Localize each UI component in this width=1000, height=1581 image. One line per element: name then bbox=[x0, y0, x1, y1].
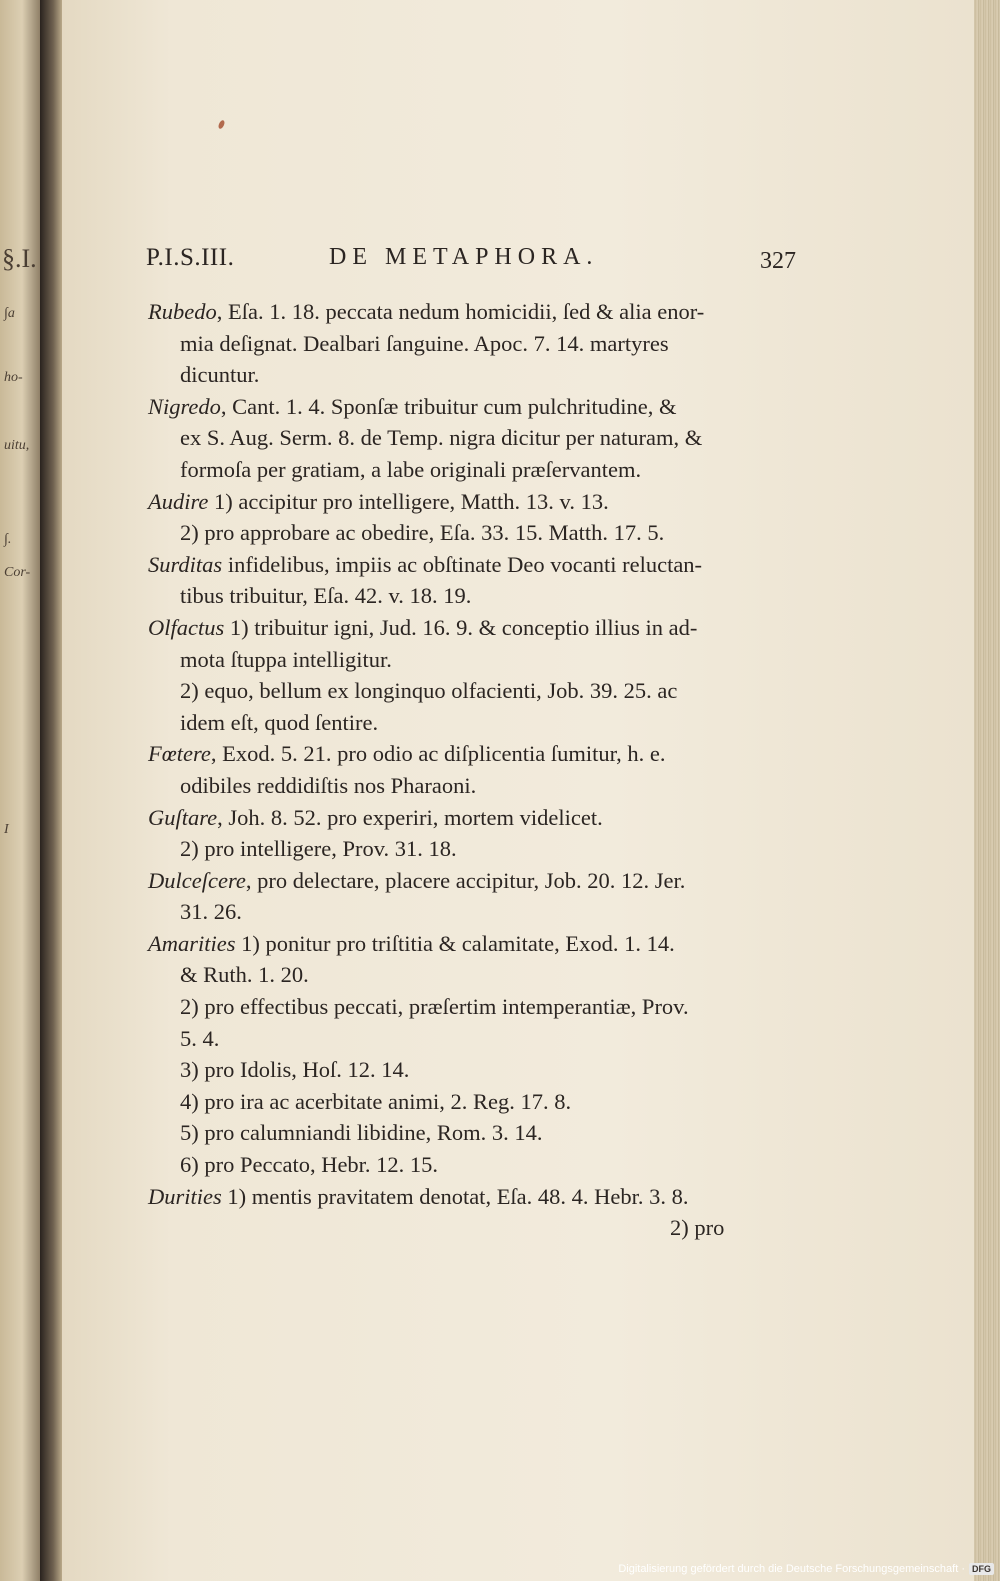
dfg-logo: DFG bbox=[969, 1563, 994, 1575]
text-line bbox=[148, 612, 800, 644]
text-line bbox=[148, 896, 800, 928]
entry-keyword: Durities bbox=[148, 1183, 222, 1209]
line-text: , Joh. 8. 52. pro experiri, mortem videlicet. bbox=[217, 804, 603, 830]
facing-page-sliver bbox=[0, 0, 40, 1581]
text-line bbox=[148, 422, 800, 454]
margin-fragment: ∫a bbox=[4, 306, 15, 321]
line-text: 2) pro intelligere, Prov. 31. 18. bbox=[180, 836, 457, 862]
line-text: tibus tribuitur, Eſa. 42. v. 18. 19. bbox=[180, 583, 472, 609]
text-line bbox=[148, 738, 800, 770]
text-line bbox=[148, 391, 800, 423]
catchword: 2) pro bbox=[670, 1215, 725, 1241]
text-line bbox=[148, 549, 800, 581]
text-line bbox=[148, 865, 800, 897]
line-text: 5. 4. bbox=[180, 1025, 220, 1051]
text-line bbox=[148, 707, 800, 739]
line-text: , Cant. 1. 4. Sponſæ tribuitur cum pulchritudine, & bbox=[220, 393, 677, 419]
text-line bbox=[148, 1149, 800, 1181]
line-text: , pro delectare, placere accipitur, Job. 20. 12. Jer. bbox=[245, 867, 686, 893]
margin-fragment: uitu, bbox=[4, 438, 30, 453]
line-text: idem eſt, quod ſentire. bbox=[180, 709, 379, 735]
line-text: 1) tribuitur igni, Jud. 16. 9. & conceptio illius in ad- bbox=[224, 614, 698, 640]
text-line bbox=[148, 1054, 800, 1086]
line-text: mia deſignat. Dealbari ſanguine. Apoc. 7. 14. martyres bbox=[180, 330, 669, 356]
line-text: 4) pro ira ac acerbitate animi, 2. Reg. 17. 8. bbox=[180, 1088, 572, 1114]
text-line bbox=[148, 1181, 800, 1213]
line-text: 1) accipitur pro intelligere, Matth. 13. v. 13. bbox=[208, 488, 609, 514]
line-text: dicuntur. bbox=[180, 362, 260, 388]
text-line bbox=[148, 991, 800, 1023]
text-line bbox=[148, 770, 800, 802]
line-text: & Ruth. 1. 20. bbox=[180, 962, 309, 988]
margin-fragment: §.I. bbox=[2, 244, 37, 273]
text-line bbox=[148, 959, 800, 991]
margin-fragment: ∫. bbox=[4, 532, 12, 547]
entry-keyword: Nigredo bbox=[148, 393, 221, 419]
line-text: 2) pro effectibus peccati, præſertim intemperantiæ, Prov. bbox=[180, 994, 689, 1020]
entry-keyword: Surditas bbox=[148, 551, 223, 577]
margin-fragment: I bbox=[4, 822, 9, 837]
line-text: formoſa per gratiam, a labe originali præſervantem. bbox=[180, 456, 642, 482]
line-text: ex S. Aug. Serm. 8. de Temp. nigra dicitur per naturam, & bbox=[180, 425, 703, 451]
text-line bbox=[148, 928, 800, 960]
text-line bbox=[148, 580, 800, 612]
line-text: , Exod. 5. 21. pro odio ac diſplicentia ſumitur, h. e. bbox=[210, 741, 666, 767]
text-line bbox=[148, 517, 800, 549]
text-line bbox=[148, 1086, 800, 1118]
text-line bbox=[148, 1023, 800, 1055]
ink-stain bbox=[217, 119, 225, 129]
entry-keyword: Olfactus bbox=[148, 614, 225, 640]
running-header bbox=[146, 240, 796, 280]
line-text: 2) pro approbare ac obedire, Eſa. 33. 15. Matth. 17. 5. bbox=[180, 520, 665, 546]
line-text: 2) equo, bellum ex longinquo olfacienti, Job. 39. 25. ac bbox=[180, 678, 678, 704]
footer-credit: Digitalisierung gefördert durch die Deutsche Forschungsgemeinschaft · bbox=[618, 1563, 965, 1575]
line-text: 31. 26. bbox=[180, 899, 242, 925]
text-line bbox=[148, 833, 800, 865]
section-mark: P.I.S.III. bbox=[146, 244, 235, 271]
entry-keyword: Audire bbox=[148, 488, 209, 514]
entry-keyword: Dulceſcere bbox=[148, 867, 246, 893]
text-line bbox=[148, 1117, 800, 1149]
margin-fragment: ho- bbox=[4, 370, 23, 385]
text-line bbox=[148, 802, 800, 834]
line-text: 1) mentis pravitatem denotat, Eſa. 48. 4. Hebr. 3. 8. bbox=[221, 1183, 689, 1209]
text-line bbox=[148, 644, 800, 676]
line-text: 1) ponitur pro triſtitia & calamitate, Exod. 1. 14. bbox=[235, 930, 675, 956]
text-line bbox=[148, 454, 800, 486]
text-line bbox=[148, 359, 800, 391]
line-text: odibiles reddidiſtis nos Pharaoni. bbox=[180, 772, 477, 798]
text-line bbox=[148, 486, 800, 518]
entry-keyword: Guſtare bbox=[148, 804, 218, 830]
line-text: 6) pro Peccato, Hebr. 12. 15. bbox=[180, 1152, 439, 1178]
digitization-footer bbox=[618, 1563, 994, 1575]
book-gutter bbox=[40, 0, 62, 1581]
page-number: 327 bbox=[760, 248, 796, 274]
line-text: infidelibus, impiis ac obſtinate Deo vocanti reluctan- bbox=[222, 551, 703, 577]
text-line bbox=[148, 296, 800, 328]
text-body bbox=[148, 296, 800, 1244]
line-text: 3) pro Idolis, Hoſ. 12. 14. bbox=[180, 1057, 410, 1083]
line-text: mota ſtuppa intelligitur. bbox=[180, 646, 392, 672]
entry-keyword: Fœtere bbox=[148, 741, 211, 767]
text-line bbox=[148, 675, 800, 707]
entry-keyword: Rubedo bbox=[148, 299, 217, 324]
running-title: DE METAPHORA. bbox=[329, 244, 599, 270]
entry-keyword: Amarities bbox=[148, 930, 236, 956]
page-edges bbox=[974, 0, 1000, 1581]
line-text: , Eſa. 1. 18. peccata nedum homicidii, ſed & alia enor- bbox=[216, 299, 705, 324]
line-text: 5) pro calumniandi libidine, Rom. 3. 14. bbox=[180, 1120, 543, 1146]
text-line bbox=[148, 328, 800, 360]
page bbox=[62, 0, 974, 1581]
margin-fragment: Cor- bbox=[4, 565, 31, 580]
